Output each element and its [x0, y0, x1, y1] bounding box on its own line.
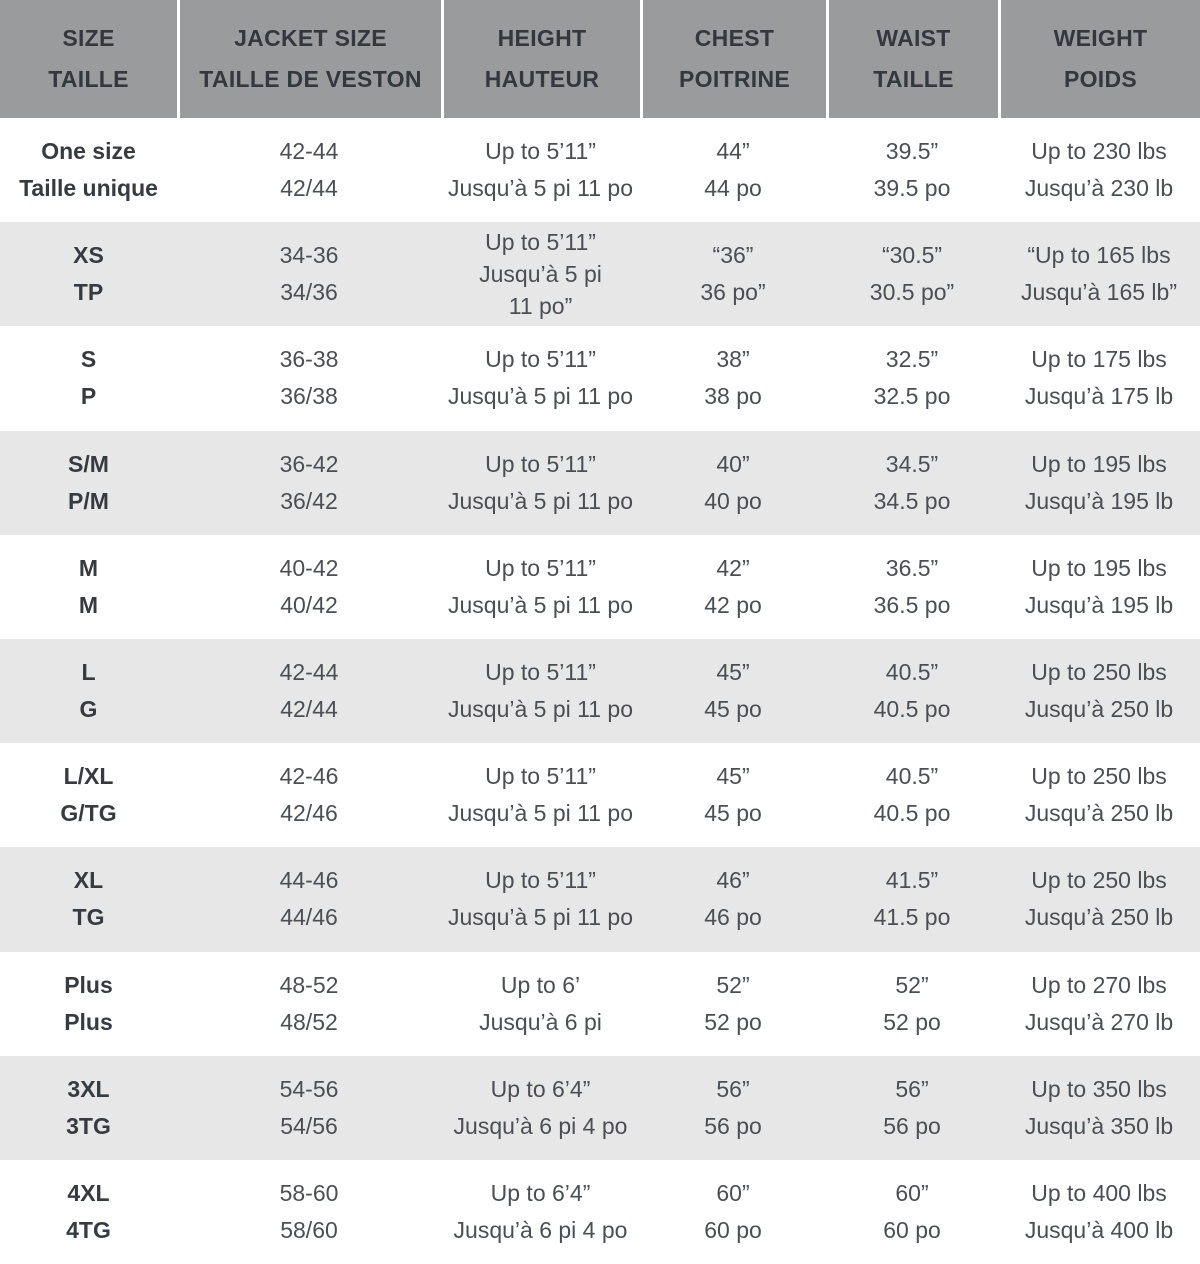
cell-line: Jusqu’à 250 lb	[1024, 904, 1174, 931]
header-cell-line: SIZE	[62, 25, 115, 51]
cell-line: 32.5”	[885, 346, 939, 373]
table-cell-chest	[640, 222, 826, 326]
table-cell-height	[441, 952, 640, 1056]
cell-line: Up to 250 lbs	[1031, 867, 1167, 894]
table-cell-waist	[826, 118, 998, 222]
cell-line: Up to 6’4”	[490, 1179, 591, 1206]
cell-line: 40.5 po	[873, 800, 951, 827]
table-cell-height	[441, 639, 640, 743]
table-cell-weight	[998, 118, 1200, 222]
cell-line: 42 po	[704, 591, 762, 618]
cell-line: Up to 5’11”	[485, 659, 596, 686]
cell-line: Jusqu’à 5 pi 11 po	[448, 383, 633, 410]
cell-line: 36.5”	[885, 554, 939, 581]
cell-line: Jusqu’à 5 pi 11 po	[448, 800, 633, 827]
table-cell-jacket-size	[177, 1160, 441, 1264]
cell-line: 56 po	[883, 1112, 941, 1139]
cell-line: 34.5 po	[873, 487, 951, 514]
cell-line: Jusqu’à 195 lb	[1024, 487, 1174, 514]
cell-line: 3XL	[67, 1075, 110, 1102]
cell-line: 56”	[716, 1075, 750, 1102]
table-cell-jacket-size	[177, 1056, 441, 1160]
cell-line: Jusqu’à 230 lb	[1024, 175, 1174, 202]
cell-line: M	[78, 591, 99, 618]
cell-line: M	[78, 554, 99, 581]
table-cell-size	[0, 326, 177, 430]
cell-line: 36.5 po	[873, 591, 951, 618]
table-cell-chest	[640, 118, 826, 222]
cell-line: 3TG	[66, 1112, 111, 1139]
cell-line: 38 po	[704, 383, 762, 410]
table-row	[0, 118, 1200, 222]
cell-line: 42-44	[279, 659, 339, 686]
table-cell-chest	[640, 326, 826, 430]
table-cell-height	[441, 118, 640, 222]
table-cell-waist	[826, 639, 998, 743]
cell-line: 56 po	[704, 1112, 762, 1139]
table-cell-height	[441, 1056, 640, 1160]
cell-line: Jusqu’à 350 lb	[1024, 1112, 1174, 1139]
table-cell-height	[441, 431, 640, 535]
cell-line: 58-60	[279, 1179, 339, 1206]
cell-line: Up to 5’11”	[485, 867, 596, 894]
table-cell-chest	[640, 1056, 826, 1160]
table-cell-weight	[998, 743, 1200, 847]
table-cell-jacket-size	[177, 743, 441, 847]
header-cell-height	[441, 0, 640, 118]
cell-line: Jusqu’à 165 lb”	[1021, 279, 1177, 306]
cell-line: S/M	[68, 450, 109, 477]
cell-line: “30.5”	[881, 242, 943, 269]
cell-line: 4TG	[66, 1216, 111, 1243]
table-cell-height	[441, 1160, 640, 1264]
cell-line: 56”	[895, 1075, 929, 1102]
cell-line: Jusqu’à 400 lb	[1024, 1216, 1174, 1243]
cell-line: 40/42	[280, 591, 338, 618]
cell-line: Jusqu’à 6 pi 4 po	[453, 1112, 628, 1139]
cell-line: 30.5 po”	[869, 279, 955, 306]
cell-line: Up to 5’11”	[485, 450, 596, 477]
cell-line: 58/60	[280, 1216, 338, 1243]
cell-line: Up to 5’11”	[485, 554, 596, 581]
cell-line: Up to 195 lbs	[1031, 450, 1167, 477]
cell-line: Up to 6’	[500, 971, 581, 998]
table-row	[0, 1056, 1200, 1160]
header-cell-line: TAILLE DE VESTON	[199, 66, 422, 92]
cell-line: Plus	[64, 971, 113, 998]
cell-line: 40.5”	[885, 659, 939, 686]
cell-line: 45 po	[704, 800, 762, 827]
header-cell-weight	[998, 0, 1200, 118]
cell-line: 44/46	[280, 904, 338, 931]
cell-line: G/TG	[60, 800, 117, 827]
cell-line: 11 po”	[508, 293, 573, 320]
table-cell-weight	[998, 535, 1200, 639]
cell-line: Jusqu’à 5 pi 11 po	[448, 696, 633, 723]
table-cell-waist	[826, 535, 998, 639]
cell-line: 42-46	[279, 763, 339, 790]
table-cell-height	[441, 535, 640, 639]
cell-line: Up to 175 lbs	[1031, 346, 1167, 373]
cell-line: 40.5”	[885, 763, 939, 790]
table-cell-weight	[998, 847, 1200, 951]
table-cell-waist	[826, 847, 998, 951]
table-cell-chest	[640, 847, 826, 951]
cell-line: 60 po	[704, 1216, 762, 1243]
cell-line: Jusqu’à 6 pi 4 po	[453, 1216, 628, 1243]
cell-line: P	[80, 383, 97, 410]
header-cell-line: POITRINE	[678, 66, 791, 92]
table-cell-weight	[998, 952, 1200, 1056]
table-row	[0, 535, 1200, 639]
cell-line: 36-42	[279, 450, 339, 477]
cell-line: 40”	[716, 450, 750, 477]
table-cell-jacket-size	[177, 326, 441, 430]
table-cell-chest	[640, 1160, 826, 1264]
cell-line: 42/46	[280, 800, 338, 827]
cell-line: 36 po”	[700, 279, 766, 306]
cell-line: Up to 400 lbs	[1031, 1179, 1167, 1206]
cell-line: 32.5 po	[873, 383, 951, 410]
cell-line: 45”	[716, 763, 750, 790]
cell-line: “Up to 165 lbs	[1027, 242, 1171, 269]
cell-line: Jusqu’à 175 lb	[1024, 383, 1174, 410]
table-row	[0, 743, 1200, 847]
table-row	[0, 431, 1200, 535]
table-cell-chest	[640, 743, 826, 847]
cell-line: Jusqu’à 250 lb	[1024, 800, 1174, 827]
header-cell-line: WEIGHT	[1053, 25, 1148, 51]
table-cell-weight	[998, 326, 1200, 430]
cell-line: 44”	[716, 138, 750, 165]
cell-line: 42-44	[279, 138, 339, 165]
cell-line: 54/56	[280, 1112, 338, 1139]
cell-line: Jusqu’à 5 pi 11 po	[448, 904, 633, 931]
table-row	[0, 1160, 1200, 1264]
cell-line: 42”	[716, 554, 750, 581]
cell-line: Up to 5’11”	[485, 138, 596, 165]
table-cell-weight	[998, 1056, 1200, 1160]
cell-line: Jusqu’à 5 pi 11 po	[448, 175, 633, 202]
cell-line: Jusqu’à 5 pi 11 po	[448, 487, 633, 514]
table-cell-weight	[998, 222, 1200, 326]
cell-line: Up to 5’11”	[485, 229, 596, 256]
cell-line: G	[79, 696, 98, 723]
cell-line: 48/52	[280, 1008, 338, 1035]
header-cell-line: HEIGHT	[497, 25, 587, 51]
cell-line: 41.5”	[885, 867, 939, 894]
cell-line: 45”	[716, 659, 750, 686]
table-cell-height	[441, 326, 640, 430]
table-row	[0, 847, 1200, 951]
cell-line: 54-56	[279, 1075, 339, 1102]
cell-line: Jusqu’à 6 pi	[479, 1008, 602, 1035]
header-cell-waist	[826, 0, 998, 118]
cell-line: Up to 250 lbs	[1031, 763, 1167, 790]
header-cell-chest	[640, 0, 826, 118]
cell-line: 60”	[895, 1179, 929, 1206]
cell-line: 42/44	[280, 696, 338, 723]
table-cell-waist	[826, 1160, 998, 1264]
table-cell-size	[0, 1160, 177, 1264]
cell-line: 44-46	[279, 867, 339, 894]
header-cell-line: TAILLE	[873, 66, 954, 92]
table-cell-size	[0, 639, 177, 743]
table-cell-size	[0, 952, 177, 1056]
cell-line: 34/36	[280, 279, 338, 306]
cell-line: Up to 5’11”	[485, 763, 596, 790]
header-cell-jacket-size	[177, 0, 441, 118]
table-cell-height	[441, 743, 640, 847]
table-cell-chest	[640, 431, 826, 535]
cell-line: Up to 195 lbs	[1031, 554, 1167, 581]
table-cell-weight	[998, 1160, 1200, 1264]
table-cell-height	[441, 847, 640, 951]
cell-line: 60 po	[883, 1216, 941, 1243]
cell-line: Jusqu’à 195 lb	[1024, 591, 1174, 618]
cell-line: TP	[73, 279, 104, 306]
table-cell-chest	[640, 535, 826, 639]
cell-line: 36/38	[280, 383, 338, 410]
table-cell-size	[0, 222, 177, 326]
header-cell-line: CHEST	[694, 25, 775, 51]
table-cell-waist	[826, 743, 998, 847]
header-cell-line: HAUTEUR	[484, 66, 600, 92]
table-row	[0, 326, 1200, 430]
table-cell-jacket-size	[177, 952, 441, 1056]
table-cell-jacket-size	[177, 639, 441, 743]
cell-line: XL	[73, 867, 104, 894]
cell-line: 44 po	[704, 175, 762, 202]
table-cell-size	[0, 743, 177, 847]
header-cell-line: WAIST	[876, 25, 951, 51]
cell-line: 40.5 po	[873, 696, 951, 723]
cell-line: Up to 6’4”	[490, 1075, 591, 1102]
table-cell-chest	[640, 639, 826, 743]
cell-line: P/M	[68, 487, 109, 514]
table-cell-waist	[826, 1056, 998, 1160]
table-cell-weight	[998, 639, 1200, 743]
header-cell-line: TAILLE	[48, 66, 129, 92]
cell-line: 41.5 po	[873, 904, 951, 931]
cell-line: 40-42	[279, 554, 339, 581]
table-cell-height	[441, 222, 640, 326]
cell-line: 38”	[716, 346, 750, 373]
cell-line: TG	[72, 904, 105, 931]
cell-line: 46 po	[704, 904, 762, 931]
table-cell-jacket-size	[177, 222, 441, 326]
cell-line: L	[81, 659, 96, 686]
cell-line: 48-52	[279, 971, 339, 998]
cell-line: Jusqu’à 270 lb	[1024, 1008, 1174, 1035]
cell-line: One size	[41, 138, 136, 165]
table-cell-waist	[826, 222, 998, 326]
cell-line: 52”	[895, 971, 929, 998]
cell-line: Jusqu’à 5 pi	[479, 261, 602, 288]
cell-line: 39.5”	[885, 138, 939, 165]
cell-line: Jusqu’à 5 pi 11 po	[448, 591, 633, 618]
table-cell-size	[0, 535, 177, 639]
cell-line: Up to 5’11”	[485, 346, 596, 373]
cell-line: XS	[73, 242, 104, 269]
cell-line: 45 po	[704, 696, 762, 723]
cell-line: 36/42	[280, 487, 338, 514]
table-row	[0, 222, 1200, 326]
table-cell-jacket-size	[177, 431, 441, 535]
cell-line: 4XL	[67, 1179, 110, 1206]
table-header-row	[0, 0, 1200, 118]
cell-line: 52 po	[883, 1008, 941, 1035]
table-cell-waist	[826, 431, 998, 535]
cell-line: Jusqu’à 250 lb	[1024, 696, 1174, 723]
cell-line: S	[80, 346, 97, 373]
table-row	[0, 639, 1200, 743]
cell-line: 39.5 po	[873, 175, 951, 202]
cell-line: Up to 250 lbs	[1031, 659, 1167, 686]
table-row	[0, 952, 1200, 1056]
cell-line: 40 po	[704, 487, 762, 514]
table-cell-waist	[826, 326, 998, 430]
table-cell-weight	[998, 431, 1200, 535]
cell-line: Taille unique	[19, 175, 158, 202]
table-cell-jacket-size	[177, 535, 441, 639]
cell-line: Up to 230 lbs	[1031, 138, 1167, 165]
cell-line: 34.5”	[885, 450, 939, 477]
cell-line: L/XL	[63, 763, 114, 790]
cell-line: 36-38	[279, 346, 339, 373]
header-cell-line: JACKET SIZE	[234, 25, 387, 51]
table-cell-chest	[640, 952, 826, 1056]
table-cell-size	[0, 431, 177, 535]
cell-line: 34-36	[279, 242, 339, 269]
header-cell-line: POIDS	[1063, 66, 1138, 92]
cell-line: 52”	[716, 971, 750, 998]
table-cell-size	[0, 118, 177, 222]
table-cell-size	[0, 847, 177, 951]
cell-line: 42/44	[280, 175, 338, 202]
cell-line: 46”	[716, 867, 750, 894]
table-cell-size	[0, 1056, 177, 1160]
cell-line: Up to 270 lbs	[1031, 971, 1167, 998]
cell-line: 52 po	[704, 1008, 762, 1035]
table-cell-jacket-size	[177, 847, 441, 951]
cell-line: 60”	[716, 1179, 750, 1206]
cell-line: Plus	[64, 1008, 113, 1035]
cell-line: “36”	[712, 242, 754, 269]
table-cell-waist	[826, 952, 998, 1056]
header-cell-size	[0, 0, 177, 118]
table-cell-jacket-size	[177, 118, 441, 222]
cell-line: Up to 350 lbs	[1031, 1075, 1167, 1102]
